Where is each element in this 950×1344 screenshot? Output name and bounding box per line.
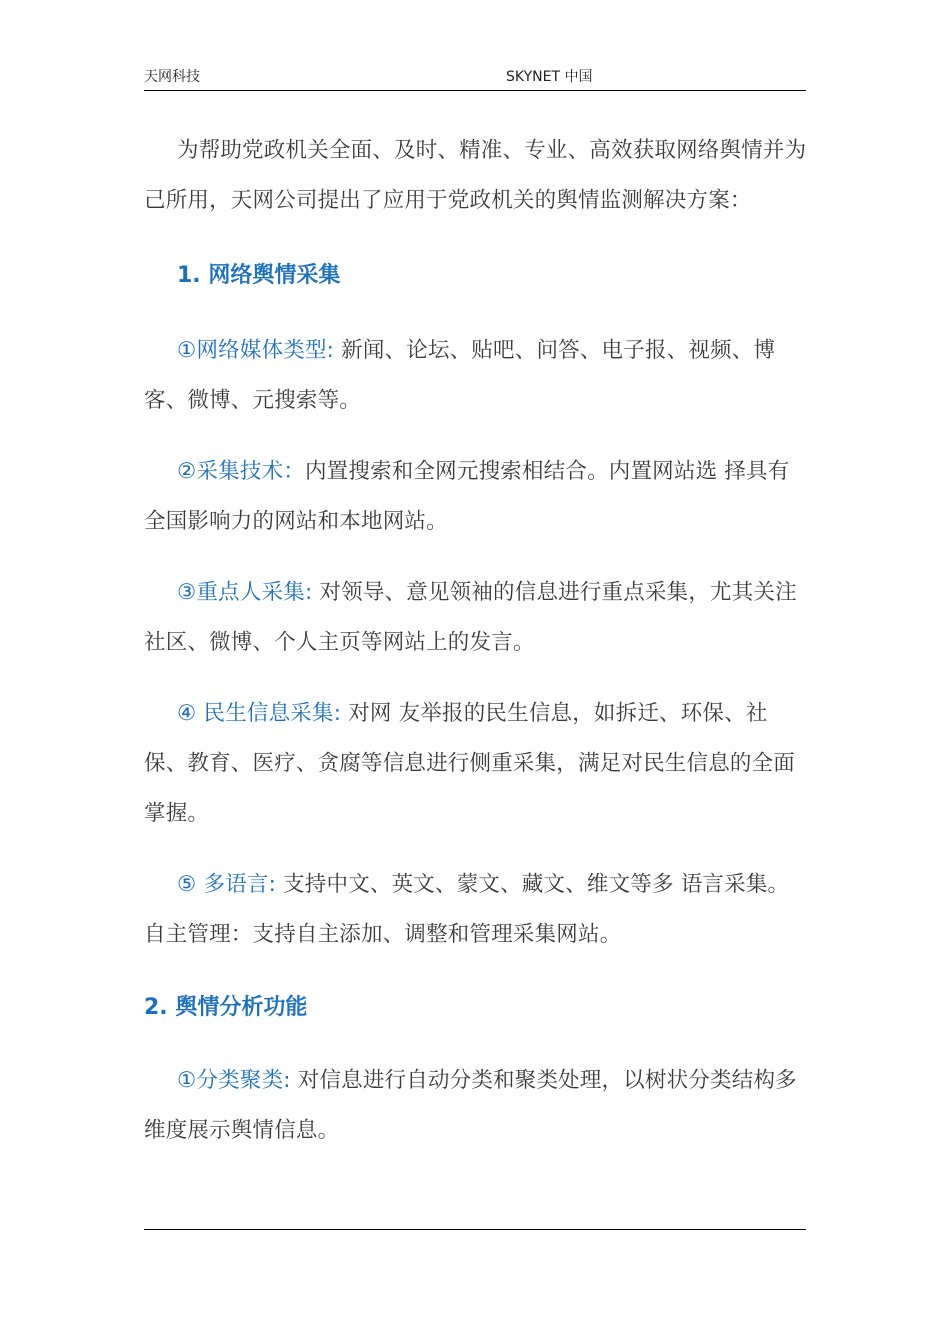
item-media-types (144, 326, 808, 426)
section-2-title: 2. 舆情分析功能 (144, 995, 308, 1020)
item-label: ②采集技术： (177, 459, 305, 484)
header-company: 天网科技 (144, 69, 200, 85)
document-body (144, 126, 808, 1156)
section-1-title: 1. 网络舆情采集 (177, 263, 341, 288)
item-key-persons (144, 568, 808, 668)
item-label: ③重点人采集: (177, 580, 313, 605)
item-label: ④ 民生信息采集: (177, 701, 342, 726)
intro-paragraph: 为帮助党政机关全面、及时、精准、专业、高效获取网络舆情并为己所用，天网公司提出了应用于党政机关的舆情监测解决方案： (144, 138, 807, 213)
header-brand: SKYNET 中国 (506, 69, 593, 85)
item-label: ①分类聚类: (177, 1068, 291, 1093)
footer-divider (144, 1229, 806, 1230)
item-classification (144, 1056, 808, 1156)
item-text: 内置搜索和全网元搜索相结合。内置网站选 择具有全国影响力的网站和本地网站。 (144, 459, 790, 534)
item-livelihood (144, 689, 808, 839)
item-multilingual (144, 860, 808, 960)
item-label: ①网络媒体类型: (177, 338, 335, 363)
item-text: 对领导、意见领袖的信息进行重点采集，尤其关注社区、微博、个人主页等网站上的发言。 (144, 580, 797, 655)
item-text: 对信息进行自动分类和聚类处理，以树状分类结构多维度展示舆情信息。 (144, 1068, 797, 1143)
item-collection-tech (144, 447, 808, 547)
page-header (144, 64, 806, 91)
item-text: 对网 友举报的民生信息，如拆迁、环保、社保、教育、医疗、贪腐等信息进行侧重采集，满足对民生信息的全面掌握。 (144, 701, 796, 826)
item-text: 新闻、论坛、贴吧、问答、电子报、视频、博客、微博、元搜索等。 (144, 338, 776, 413)
item-text: 支持中文、英文、蒙文、藏文、维文等多 语言采集。自主管理：支持自主添加、调整和管理采集网站。 (144, 872, 790, 947)
item-label: ⑤ 多语言: (177, 872, 277, 897)
